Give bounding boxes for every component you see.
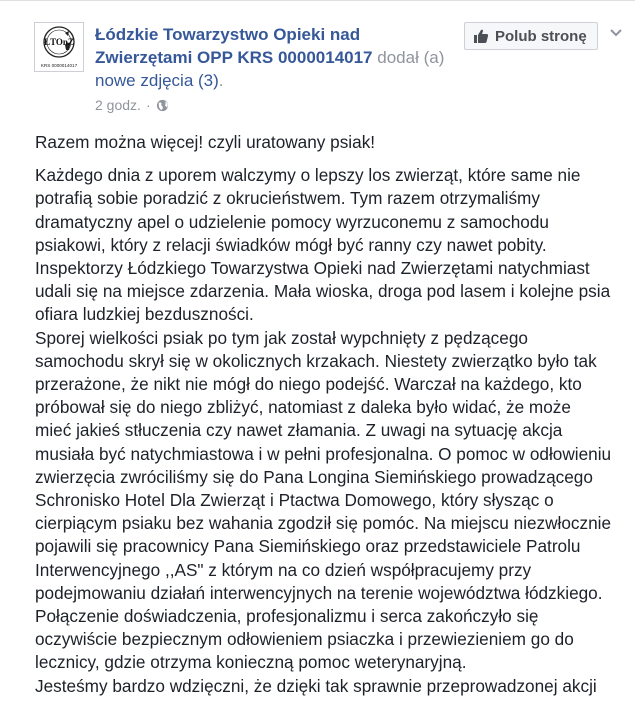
like-page-label: Polub stronę	[495, 27, 587, 45]
post-header	[0, 1, 635, 121]
body-line: potrafią sobie poradzić z okrucieństwem. Tym razem otrzymaliśmy	[35, 188, 540, 209]
like-page-button[interactable]	[464, 22, 598, 50]
body-line: Inspektorzy Łódzkiego Towarzystwa Opieki nad Zwierzętami natychmiast	[35, 258, 590, 279]
post-message	[35, 131, 635, 698]
body-line: Sporej wielkości psiak po tym jak został wypchnięty z pędzącego	[35, 327, 528, 348]
body-line: lecznicy, gdzie otrzyma konieczną pomoc weterynaryjną.	[35, 652, 467, 673]
page-logo-icon	[35, 23, 83, 71]
body-line: przerażone, że nikt nie mógł do niego podejść. Warczał na każdego, kto	[35, 374, 582, 395]
new-photos-link[interactable]: nowe zdjęcia (3)	[95, 71, 219, 90]
globe-icon[interactable]	[156, 99, 169, 112]
page-name-link[interactable]: Łódzkie Towarzystwo Opieki nad Zwierzętami OPP KRS 0000014017	[95, 25, 373, 67]
body-line: mieć jakieś stłuczenia czy nawet złamania. Z uwagi na sytuację akcja	[35, 420, 563, 441]
body-line: pojawili się pracownicy Pana Siemińskiego oraz przedstawiciele Patrolu	[35, 536, 581, 557]
body-line: samochodu skrył się w okolicznych krzakach. Niestety zwierzątko było tak	[35, 350, 597, 371]
body-line: oczywiście bezpiecznym odłowieniem psiaczka i przewiezieniem go do	[35, 629, 574, 650]
body-line: Każdego dnia z uporem walczymy o lepszy los zwierząt, które same nie	[35, 165, 581, 186]
body-line: Połączenie doświadczenia, profesjonalizmu i serca zakończyło się	[35, 606, 539, 627]
body-line: Schronisko Hotel Dla Zwierząt i Ptactwa Domowego, który słysząc o	[35, 490, 554, 511]
chevron-down-icon[interactable]	[606, 23, 626, 43]
svg-text:ŁTOnZ: ŁTOnZ	[44, 37, 74, 47]
post-headline: Razem można więcej! czyli uratowany psiak!	[35, 132, 376, 152]
body-line: psiakowi, który z relacji świadków mógł być ranny czy nawet pobity.	[35, 234, 547, 255]
action-suffix: (a)	[423, 48, 445, 67]
body-line: udali się na miejsce zdarzenia. Mała wioska, droga pod lasem i kolejne psia	[35, 281, 611, 302]
post-meta	[95, 97, 169, 113]
page-avatar[interactable]	[34, 22, 84, 72]
body-line: cierpiącym psiaku bez wahania zgodził się pomóc. Na miejscu niezwłocznie	[35, 513, 612, 534]
body-line: próbował się do niego zbliżyć, natomiast z daleka było widać, że może	[35, 397, 571, 418]
body-line: ofiara ludzkiej bezduszności.	[35, 304, 254, 325]
body-line: dramatyczny apel o udzielenie pomocy wyrzuconemu z samochodu	[35, 211, 549, 232]
body-line: podejmowaniu działań interwencyjnych na terenie województwa łódzkiego.	[35, 582, 603, 603]
post-timestamp[interactable]: 2 godz.	[95, 97, 141, 113]
svg-text:KRS 0000014017: KRS 0000014017	[40, 63, 78, 68]
body-line: musiała być natychmiastowa i w pełni profesjonalna. O pomoc w odłowieniu	[35, 443, 612, 464]
byline-period: .	[218, 71, 224, 90]
thumbs-up-icon	[473, 28, 489, 44]
meta-separator: ·	[145, 97, 151, 113]
action-text: dodał	[377, 48, 419, 67]
body-line: zwierzęcia zwróciliśmy się do Pana Longina Siemińskiego prowadzącego	[35, 466, 593, 487]
body-line: Jesteśmy bardzo wdzięczni, że dzięki tak sprawnie przeprowadzonej akcji	[35, 675, 597, 696]
body-line: Interwencyjnego ,,AS" z którym na co dzień współpracujemy przy	[35, 559, 532, 580]
post-byline	[95, 23, 455, 92]
